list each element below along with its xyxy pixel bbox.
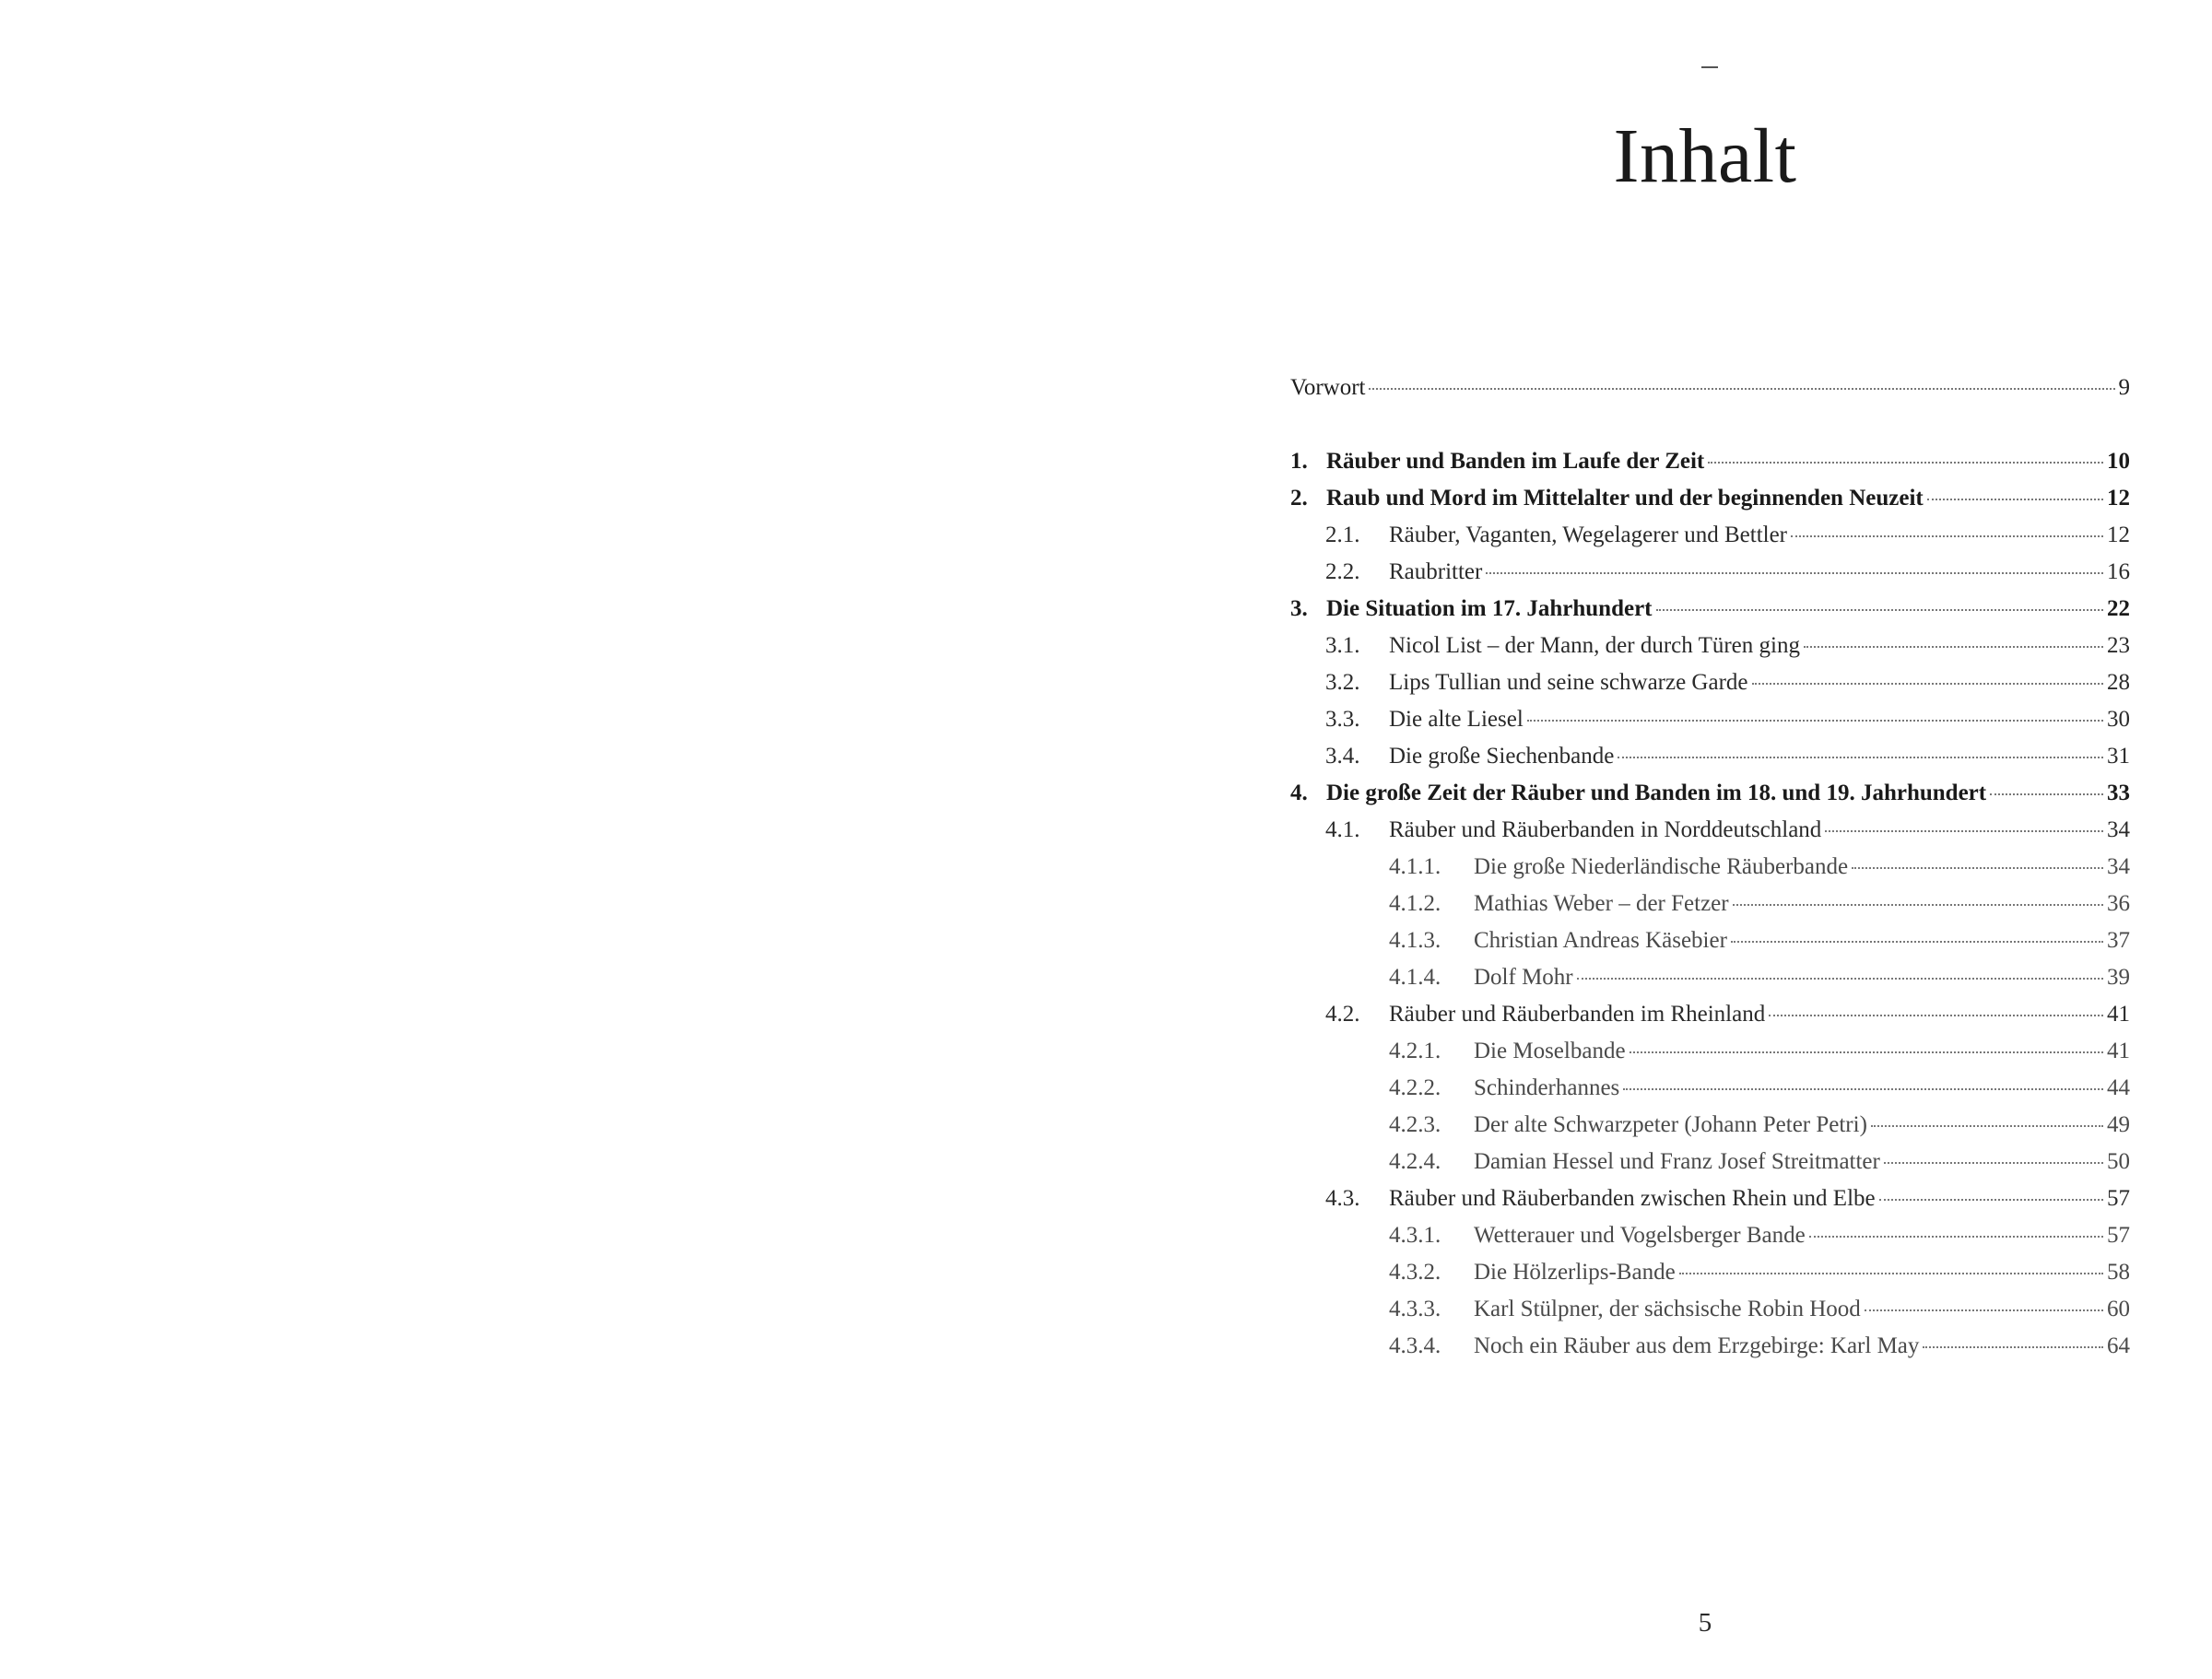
toc-entry-title: Lips Tullian und seine schwarze Garde xyxy=(1389,670,1748,695)
toc-entry-number: 4.3. xyxy=(1325,1186,1360,1211)
page-number: 5 xyxy=(1698,1608,1712,1638)
dot-leader xyxy=(1927,499,2103,500)
dot-leader xyxy=(1990,793,2103,795)
toc-entry-page: 58 xyxy=(2107,1260,2130,1285)
dot-leader xyxy=(1369,388,2114,390)
toc-entry-title: Die große Zeit der Räuber und Banden im 18. und 19. Jahrhundert xyxy=(1326,781,1987,805)
toc-subsection xyxy=(1290,965,2130,1002)
dot-leader xyxy=(1871,1125,2103,1127)
toc-entry-page: 23 xyxy=(2107,633,2130,658)
toc-section xyxy=(1290,1002,2130,1039)
toc-section xyxy=(1290,817,2130,854)
dot-leader xyxy=(1630,1051,2103,1053)
toc-entry-page: 36 xyxy=(2107,891,2130,916)
toc-entry-page: 41 xyxy=(2107,1039,2130,1063)
toc-subsection xyxy=(1290,1333,2130,1370)
toc-section xyxy=(1290,744,2130,781)
toc-entry-title: Räuber und Räuberbanden im Rheinland xyxy=(1389,1002,1766,1027)
toc-subsection xyxy=(1290,891,2130,928)
dot-leader xyxy=(1752,683,2103,685)
toc-entry-page: 12 xyxy=(2107,486,2130,511)
toc-entry-title: Räuber und Räuberbanden zwischen Rhein und Elbe xyxy=(1389,1186,1876,1211)
toc-entry-number: 3.2. xyxy=(1325,670,1360,695)
toc-subsection xyxy=(1290,1149,2130,1186)
dot-leader xyxy=(1679,1273,2103,1274)
toc-entry-number: 4.2.3. xyxy=(1389,1112,1441,1137)
toc-entry-title: Dolf Mohr xyxy=(1474,965,1573,990)
dot-leader xyxy=(1577,978,2103,980)
toc-entry-number: 2.1. xyxy=(1325,522,1360,547)
toc-entry-number: 4.3.4. xyxy=(1389,1333,1441,1358)
toc-section xyxy=(1290,559,2130,596)
toc-entry-number: 2.2. xyxy=(1325,559,1360,584)
toc-entry-title: Schinderhannes xyxy=(1474,1075,1620,1100)
toc-entry-number: 4.1.3. xyxy=(1389,928,1441,953)
toc-entry-number: 4.3.1. xyxy=(1389,1223,1441,1248)
toc-entry-page: 64 xyxy=(2107,1333,2130,1358)
toc-subsection xyxy=(1290,1260,2130,1297)
toc-entry-page: 28 xyxy=(2107,670,2130,695)
toc-subsection xyxy=(1290,1297,2130,1333)
dot-leader xyxy=(1618,757,2103,758)
toc-entry-page: 60 xyxy=(2107,1297,2130,1321)
toc-entry-number: 3.1. xyxy=(1325,633,1360,658)
header-dash xyxy=(1701,66,1718,68)
toc-entry-number: 4.2.4. xyxy=(1389,1149,1441,1174)
dot-leader xyxy=(1879,1199,2103,1201)
toc-entry-page: 33 xyxy=(2107,781,2130,805)
toc-entry-title: Vorwort xyxy=(1290,375,1366,400)
toc-subsection xyxy=(1290,854,2130,891)
toc-entry-page: 10 xyxy=(2107,449,2130,474)
toc-section xyxy=(1290,522,2130,559)
toc-entry-title: Wetterauer und Vogelsberger Bande xyxy=(1474,1223,1806,1248)
toc-entry-number: 4.3.2. xyxy=(1389,1260,1441,1285)
dot-leader xyxy=(1865,1309,2103,1311)
page-title: Inhalt xyxy=(1613,113,1797,199)
dot-leader xyxy=(1825,830,2103,832)
dot-leader xyxy=(1804,646,2103,648)
toc-entry-title: Räuber und Räuberbanden in Norddeutschland xyxy=(1389,817,1822,842)
toc-entry-page: 30 xyxy=(2107,707,2130,732)
toc-subsection xyxy=(1290,1112,2130,1149)
toc-section xyxy=(1290,707,2130,744)
toc-section xyxy=(1290,1186,2130,1223)
toc-entry-title: Damian Hessel und Franz Josef Streitmatter xyxy=(1474,1149,1880,1174)
dot-leader xyxy=(1884,1162,2103,1164)
dot-leader xyxy=(1731,941,2103,943)
toc-entry-number: 4.2.1. xyxy=(1389,1039,1441,1063)
toc-entry-page: 44 xyxy=(2107,1075,2130,1100)
toc-entry-page: 31 xyxy=(2107,744,2130,769)
toc-entry-title: Raub und Mord im Mittelalter und der beginnenden Neuzeit xyxy=(1326,486,1924,511)
toc-entry-number: 4.2. xyxy=(1325,1002,1360,1027)
toc-entry-title: Die Hölzerlips-Bande xyxy=(1474,1260,1676,1285)
toc-entry-number: 4.1.4. xyxy=(1389,965,1441,990)
toc-entry-number: 4. xyxy=(1290,781,1308,805)
toc-subsection xyxy=(1290,1223,2130,1260)
toc-entry-title: Noch ein Räuber aus dem Erzgebirge: Karl May xyxy=(1474,1333,1920,1358)
toc-chapter xyxy=(1290,449,2130,486)
toc-section xyxy=(1290,633,2130,670)
dot-leader xyxy=(1809,1236,2103,1238)
dot-leader xyxy=(1527,720,2103,722)
dot-leader xyxy=(1656,609,2103,611)
dot-leader xyxy=(1623,1088,2103,1090)
toc-entry-number: 2. xyxy=(1290,486,1308,511)
toc-chapter xyxy=(1290,781,2130,817)
toc-entry-title: Die alte Liesel xyxy=(1389,707,1524,732)
dot-leader xyxy=(1769,1015,2103,1016)
toc-entry-number: 4.2.2. xyxy=(1389,1075,1441,1100)
toc-entry-page: 22 xyxy=(2107,596,2130,621)
toc-entry-page: 9 xyxy=(2118,375,2130,400)
toc-entry-page: 41 xyxy=(2107,1002,2130,1027)
toc-entry-number: 4.1. xyxy=(1325,817,1360,842)
toc-chapter xyxy=(1290,486,2130,522)
toc-entry-title: Räuber, Vaganten, Wegelagerer und Bettler xyxy=(1389,522,1788,547)
dot-leader xyxy=(1791,535,2103,537)
toc-entry-number: 3. xyxy=(1290,596,1308,621)
toc-subsection xyxy=(1290,928,2130,965)
toc-entry-page: 37 xyxy=(2107,928,2130,953)
toc-entry-page: 57 xyxy=(2107,1186,2130,1211)
toc-entry-title: Die Moselbande xyxy=(1474,1039,1626,1063)
toc-entry-title: Räuber und Banden im Laufe der Zeit xyxy=(1326,449,1705,474)
toc-chapter xyxy=(1290,596,2130,633)
toc-section xyxy=(1290,670,2130,707)
toc-entry-page: 49 xyxy=(2107,1112,2130,1137)
toc-entry-number: 4.1.1. xyxy=(1389,854,1441,879)
toc-entry-number: 4.1.2. xyxy=(1389,891,1441,916)
toc-subsection xyxy=(1290,1075,2130,1112)
toc-entry-page: 34 xyxy=(2107,817,2130,842)
toc-entry-title: Nicol List – der Mann, der durch Türen ging xyxy=(1389,633,1800,658)
toc-entry-vorwort xyxy=(1290,375,2130,412)
dot-leader xyxy=(1733,904,2103,906)
toc-entry-page: 57 xyxy=(2107,1223,2130,1248)
toc-entry-title: Der alte Schwarzpeter (Johann Peter Petri) xyxy=(1474,1112,1867,1137)
toc-entry-title: Die große Niederländische Räuberbande xyxy=(1474,854,1849,879)
toc-entry-title: Raubritter xyxy=(1389,559,1483,584)
toc-entry-number: 1. xyxy=(1290,449,1308,474)
toc-subsection xyxy=(1290,1039,2130,1075)
toc-entry-number: 3.4. xyxy=(1325,744,1360,769)
toc-entry-page: 50 xyxy=(2107,1149,2130,1174)
dot-leader xyxy=(1852,867,2103,869)
dot-leader xyxy=(1486,572,2103,574)
toc-entry-page: 39 xyxy=(2107,965,2130,990)
toc-entry-title: Die große Siechenbande xyxy=(1389,744,1615,769)
dot-leader xyxy=(1708,462,2103,464)
toc-entry-number: 4.3.3. xyxy=(1389,1297,1441,1321)
toc-entry-number: 3.3. xyxy=(1325,707,1360,732)
dot-leader xyxy=(1923,1346,2103,1348)
toc-entry-title: Karl Stülpner, der sächsische Robin Hood xyxy=(1474,1297,1861,1321)
toc-entry-page: 12 xyxy=(2107,522,2130,547)
toc-entry-title: Christian Andreas Käsebier xyxy=(1474,928,1727,953)
toc-entry-page: 16 xyxy=(2107,559,2130,584)
toc-entry-title: Mathias Weber – der Fetzer xyxy=(1474,891,1729,916)
toc-entry-page: 34 xyxy=(2107,854,2130,879)
toc-entry-title: Die Situation im 17. Jahrhundert xyxy=(1326,596,1653,621)
